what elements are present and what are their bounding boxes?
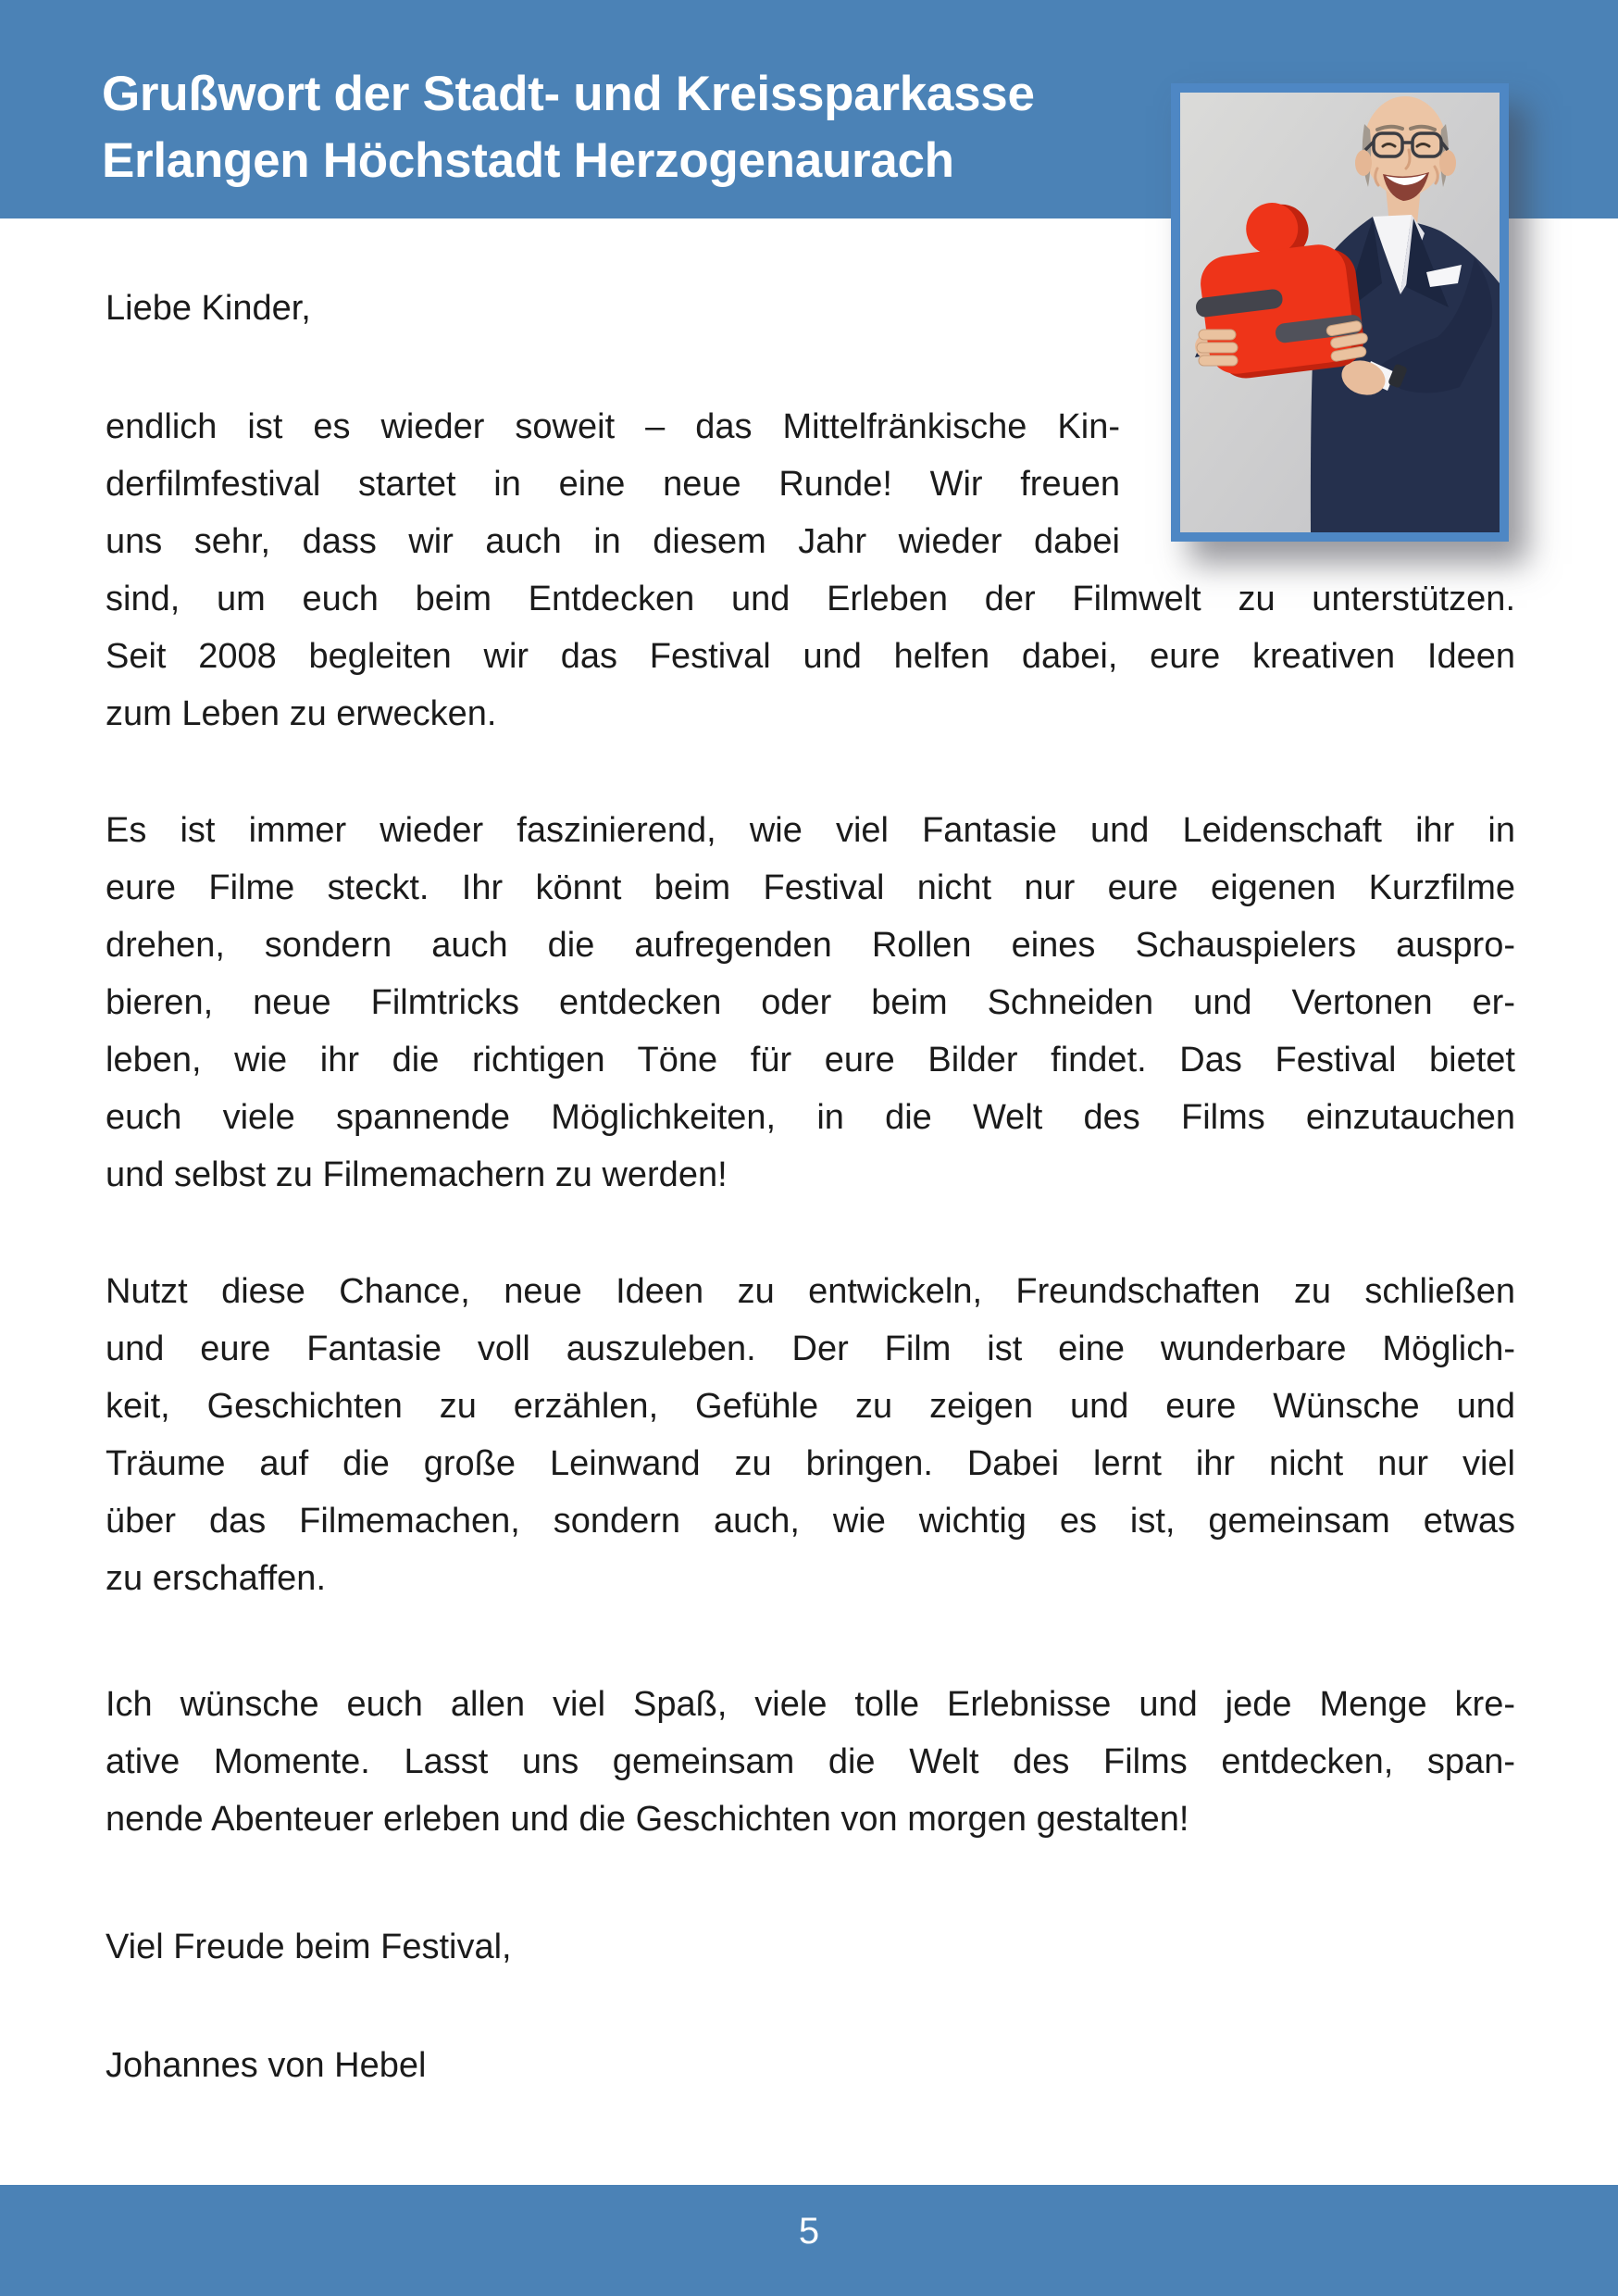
salutation: Liebe Kinder, — [106, 289, 311, 328]
paragraph-line: Ich wünsche euch allen viel Spaß, viele tolle Erlebnisse und jede Menge kre- — [106, 1685, 1515, 1724]
paragraph-line: zu erschaffen. — [106, 1559, 327, 1598]
paragraph-line: bieren, neue Filmtricks entdecken oder beim Schneiden und Vertonen er- — [106, 983, 1515, 1022]
paragraph-line: leben, wie ihr die richtigen Töne für eure Bilder findet. Das Festival bietet — [106, 1041, 1515, 1079]
paragraph-line: endlich ist es wieder soweit – das Mittelfränkische Kin- — [106, 407, 1120, 446]
paragraph-line: zum Leben zu erwecken. — [106, 694, 497, 733]
paragraph-line: Es ist immer wieder faszinierend, wie viel Fantasie und Leidenschaft ihr in — [106, 811, 1515, 850]
paragraph-line: Seit 2008 begleiten wir das Festival und helfen dabei, eure kreativen Ideen — [106, 637, 1515, 676]
paragraph-line: Nutzt diese Chance, neue Ideen zu entwickeln, Freundschaften zu schließen — [106, 1272, 1515, 1311]
paragraph-line: und eure Fantasie voll auszuleben. Der Film ist eine wunderbare Möglich- — [106, 1329, 1515, 1368]
left-hand — [1197, 330, 1238, 366]
paragraph-line: uns sehr, dass wir auch in diesem Jahr wieder dabei — [106, 522, 1120, 561]
paragraph-line: Träume auf die große Leinwand zu bringen. Dabei lernt ihr nicht nur viel — [106, 1444, 1515, 1483]
page-title — [102, 61, 1035, 194]
paragraph-line: und selbst zu Filmemachern zu werden! — [106, 1155, 728, 1194]
portrait-photo — [1171, 83, 1509, 542]
letter-paragraphs — [106, 398, 1515, 1848]
paragraph-line: über das Filmemachen, sondern auch, wie wichtig es ist, gemeinsam etwas — [106, 1502, 1515, 1541]
paragraph-line: sind, um euch beim Entdecken und Erleben der Filmwelt zu unterstützen. — [106, 580, 1515, 618]
paragraph-line: euch viele spannende Möglichkeiten, in die Welt des Films einzutauchen — [106, 1098, 1515, 1137]
signature-name: Johannes von Hebel — [106, 2046, 427, 2085]
paragraph-line: ative Momente. Lasst uns gemeinsam die Welt des Films entdecken, span- — [106, 1742, 1515, 1781]
paragraph-line: derfilmfestival startet in eine neue Runde! Wir freuen — [106, 465, 1120, 504]
paragraph — [106, 1263, 1515, 1607]
paragraph — [106, 802, 1515, 1204]
portrait-illustration — [1180, 93, 1500, 532]
paragraph-line: keit, Geschichten zu erzählen, Gefühle zu zeigen und eure Wünsche und — [106, 1387, 1515, 1426]
paragraph-line: nende Abenteuer erleben und die Geschichten von morgen gestalten! — [106, 1800, 1189, 1839]
paragraph-line: drehen, sondern auch die aufregenden Rollen eines Schauspielers auspro- — [106, 926, 1515, 965]
footer-band — [0, 2185, 1618, 2296]
closing-line: Viel Freude beim Festival, — [106, 1928, 512, 1966]
page-title-line-1: Grußwort der Stadt- und Kreissparkasse — [102, 67, 1035, 121]
page-title-line-2: Erlangen Höchstadt Herzogenaurach — [102, 133, 954, 188]
page-number: 5 — [798, 2211, 820, 2252]
paragraph-line: eure Filme steckt. Ihr könnt beim Festival nicht nur eure eigenen Kurzfilme — [106, 868, 1515, 907]
paragraph — [106, 1676, 1515, 1848]
